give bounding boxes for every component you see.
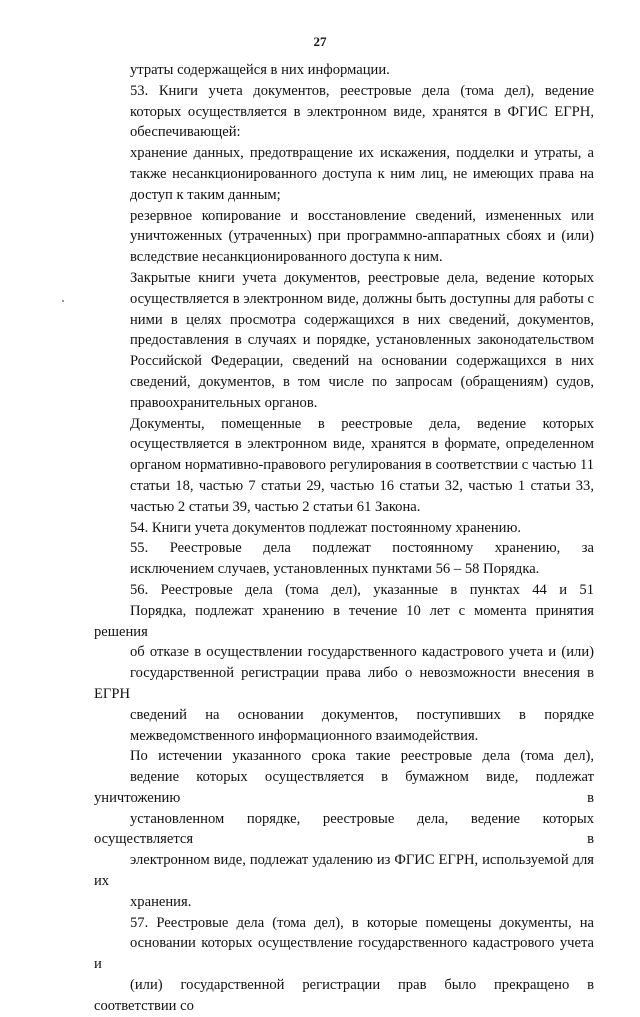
text-line: Закрытые книги учета документов, реестровые дела, ведение которых	[130, 269, 594, 286]
text-line: статьи 18, частью 7 статьи 29, частью 16 статьи 32, частью 1 статьи 33,	[130, 477, 594, 494]
text-line: По истечении указанного срока такие реестровые дела (тома дел),	[130, 748, 594, 765]
text-line: доступ к таким данным;	[130, 186, 281, 203]
text-line: хранение данных, предотвращение их искажения, подделки и утраты, а	[130, 145, 594, 162]
text-line: сведений, документов, в том числе по запросам (обращениям) судов,	[130, 373, 594, 390]
paragraph	[94, 538, 594, 580]
text-line: вследствие несанкционированного доступа к ним.	[130, 249, 443, 266]
text-line: 57. Реестровые дела (тома дел), в которые помещены документы, на	[130, 914, 594, 931]
text-line: уничтоженных (утраченных) при программно-аппаратных сбоях и (или)	[130, 228, 594, 245]
paragraph	[94, 414, 594, 518]
text-line: исключением случаев, установленных пунктами 56 – 58 Порядка.	[130, 561, 540, 578]
text-line: предоставления в случаях и порядке, установленных законодательством	[130, 332, 594, 349]
paragraph	[94, 580, 594, 746]
text-line: 56. Реестровые дела (тома дел), указанные в пунктах 44 и 51	[130, 581, 594, 598]
text-line: которых осуществляется в электронном виде, хранятся в ФГИС ЕГРН,	[130, 103, 594, 120]
text-line: хранения.	[130, 893, 192, 910]
text-line: сведений на основании документов, поступивших в порядке	[130, 706, 594, 723]
text-line: 54. Книги учета документов подлежат постоянному хранению.	[130, 519, 522, 536]
paragraph	[94, 913, 594, 1017]
text-line: (или) государственной регистрации прав было прекращено в соответствии со	[94, 977, 594, 1014]
page-number: 27	[313, 34, 327, 49]
text-line: правоохранительных органов.	[130, 394, 318, 411]
text-line: 55. Реестровые дела подлежат постоянному хранению, за	[130, 540, 594, 557]
text-line: государственной регистрации права либо о невозможности внесения в ЕГРН	[94, 665, 594, 702]
text-line: осуществляется в электронном виде, должны быть доступны для работы с	[130, 290, 594, 307]
text-line: 53. Книги учета документов, реестровые дела (тома дел), ведение	[130, 82, 594, 99]
paragraph	[94, 746, 594, 912]
text-line: электронном виде, подлежат удалению из ФГИС ЕГРН, используемой для их	[94, 852, 594, 890]
text-line: Документы, помещенные в реестровые дела, ведение которых	[130, 415, 594, 432]
paragraph	[94, 81, 594, 143]
text-line: также несанкционированного доступа к ним лиц, не имеющих права на	[130, 165, 594, 182]
paragraph	[94, 268, 594, 414]
text-line: установленном порядке, реестровые дела, ведение которых осуществляется в	[94, 810, 594, 848]
document-body	[94, 60, 594, 1017]
text-line: обеспечивающей:	[130, 124, 241, 141]
text-line: осуществляется в электронном виде, хранятся в формате, определенном	[130, 436, 594, 453]
text-line: Российской Федерации, сведений на основании содержащихся в них	[130, 353, 594, 370]
paragraph	[94, 206, 594, 268]
text-line: ведение которых осуществляется в бумажном виде, подлежат уничтожению в	[94, 769, 594, 806]
text-line: основании которых осуществление государственного кадастрового учета и	[94, 935, 594, 973]
text-line: частью 2 статьи 39, частью 2 статьи 61 Закона.	[130, 498, 421, 515]
text-line: межведомственного информационного взаимодействия.	[130, 727, 479, 744]
text-line: ними в целях просмотра содержащихся в них сведений, документов,	[130, 311, 594, 328]
paragraph	[94, 143, 594, 205]
text-line: Порядка, подлежат хранению в течение 10 лет с момента принятия решения	[94, 602, 594, 640]
text-line: органом нормативно-правового регулирования в соответствии с частью 11	[130, 457, 594, 474]
text-line: резервное копирование и восстановление сведений, измененных или	[130, 207, 594, 224]
text-line: об отказе в осуществлении государственного кадастрового учета и (или)	[130, 644, 594, 661]
scan-speck	[62, 300, 64, 302]
paragraph	[94, 60, 594, 81]
text-line: утраты содержащейся в них информации.	[130, 62, 390, 78]
paragraph	[94, 518, 594, 539]
